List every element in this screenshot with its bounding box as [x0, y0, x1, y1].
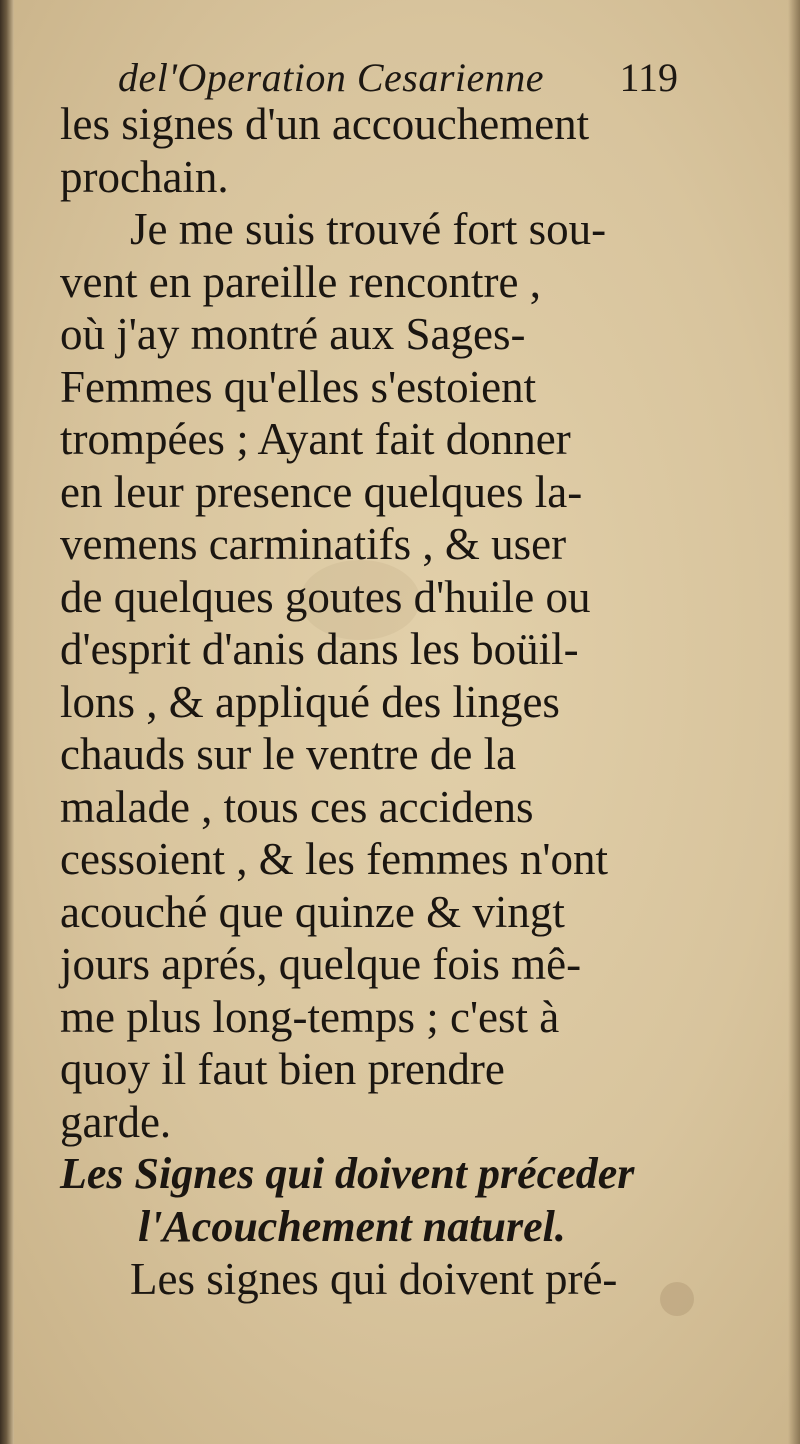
text-line: en leur presence quelques la- — [60, 466, 583, 517]
text-line: jours aprés, quelque fois mê- — [60, 939, 582, 989]
page-edge-shadow — [788, 0, 800, 1444]
body-text — [60, 98, 680, 1306]
text-line: de quelques goutes d'huile ou — [60, 571, 591, 622]
running-title: del'Operation Cesarienne — [118, 55, 545, 100]
text-line: malade , tous ces accidens — [60, 781, 534, 832]
text-line: chauds sur le ventre de la — [60, 729, 517, 779]
text-line: vent en pareille rencontre , — [60, 256, 542, 307]
text-line: quoy il faut bien prendre — [60, 1044, 505, 1094]
page-number: 119 — [619, 55, 678, 100]
paragraph-start-line: Je me suis trouvé fort sou- — [130, 204, 607, 254]
text-line: d'esprit d'anis dans les boüil- — [60, 624, 579, 674]
text-line: vemens carminatifs , & user — [60, 519, 567, 569]
text-line: cessoient , & les femmes n'ont — [60, 834, 608, 884]
text-line: trompées ; Ayant fait donner — [60, 414, 571, 464]
section-heading-continued: l'Acouchement naturel. — [138, 1201, 566, 1251]
text-line: les signes d'un accouchement — [60, 99, 590, 149]
text-line: acouché que quinze & vingt — [60, 886, 565, 937]
section-heading: Les Signes qui doivent préceder — [60, 1149, 635, 1198]
text-line: garde. — [60, 1096, 172, 1147]
text-line: me plus long-temps ; c'est à — [60, 991, 560, 1042]
binding-edge — [0, 0, 14, 1444]
text-line: où j'ay montré aux Sages- — [60, 309, 526, 359]
text-line: Femmes qu'elles s'estoient — [60, 361, 537, 412]
text-line: lons , & appliqué des linges — [60, 676, 560, 727]
paragraph-start-line: Les signes qui doivent pré- — [130, 1254, 618, 1304]
text-line: prochain. — [60, 151, 229, 202]
